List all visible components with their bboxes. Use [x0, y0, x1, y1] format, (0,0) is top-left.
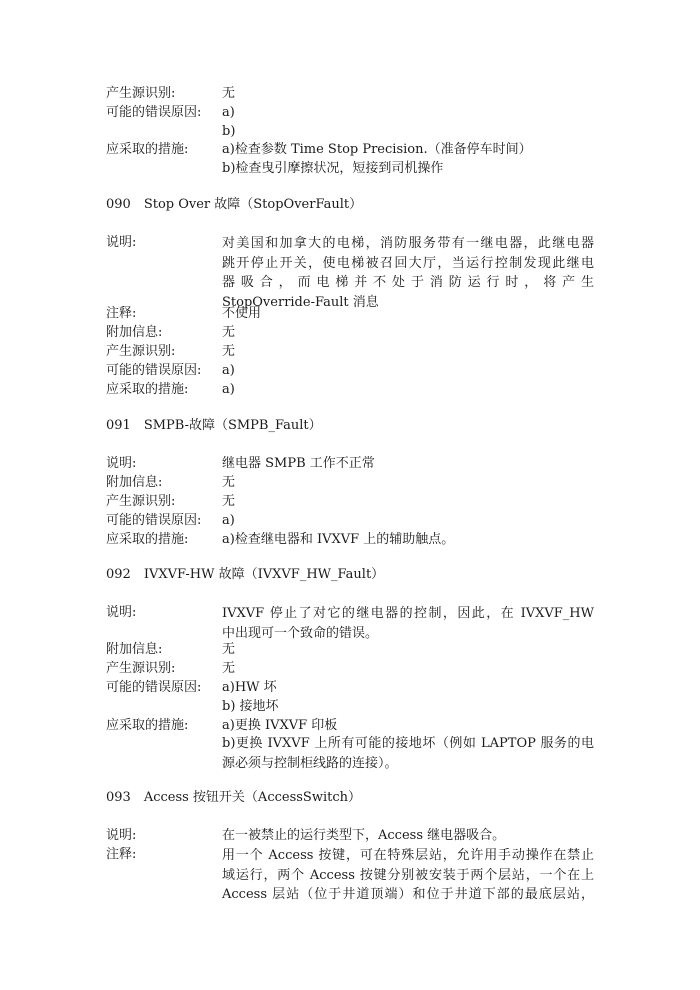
action-label-091: 应采取的措施:	[106, 532, 189, 547]
cause-b: b)	[222, 124, 236, 139]
note-093	[222, 846, 594, 905]
action-b: b)检查曳引摩擦状况，短接到司机操作	[222, 161, 444, 176]
desc-090	[222, 234, 594, 312]
desc-value-093: 在一被禁止的运行类型下，Access 继电器吸合。	[222, 828, 506, 843]
cause-label-091: 可能的错误原因:	[106, 513, 202, 528]
action-a: a)检查参数 Time Stop Precision.（准备停车时间）	[222, 142, 532, 157]
info-label-092: 附加信息:	[106, 642, 163, 657]
desc-092	[222, 604, 594, 643]
source-value-092: 无	[222, 661, 236, 676]
cause-a-091: a)	[222, 513, 235, 528]
action-a-092: a)更换 IVXVF 印板	[222, 718, 338, 733]
desc-092-line2: 中出现可一个致命的错误。	[222, 625, 379, 641]
action-label-090: 应采取的措施:	[106, 382, 189, 397]
source-label-090: 产生源识别:	[106, 344, 176, 359]
info-value-090: 无	[222, 325, 236, 340]
desc-090-line3: 器吸合，而电梯并不处于消防运行时，将产生	[222, 275, 594, 290]
action-label: 应采取的措施:	[106, 142, 189, 157]
desc-092-line1: IVXVF 停止了对它的继电器的控制，因此，在 IVXVF_HW	[222, 606, 594, 621]
action-b-092-line2: 源必须与控制柜线路的连接）。	[222, 755, 398, 771]
source-value-091: 无	[222, 494, 236, 509]
note-093-line2: 域运行，两个 Access 按键分别被安装于两个层站，一个在上	[222, 867, 594, 883]
info-label-091: 附加信息:	[106, 475, 163, 490]
cause-label-090: 可能的错误原因:	[106, 363, 202, 378]
desc-090-line1: 对美国和加拿大的电梯，消防服务带有一继电器，此继电器	[222, 236, 594, 251]
source-value: 无	[222, 86, 236, 101]
action-b-092-line1: b)更换 IVXVF 上所有可能的接地坏（例如 LAPTOP 服务的电	[222, 736, 594, 751]
desc-090-line4: StopOverride-Fault 消息	[222, 294, 379, 310]
cause-a-090: a)	[222, 363, 235, 378]
source-label-091: 产生源识别:	[106, 494, 176, 509]
action-b-092	[222, 734, 594, 773]
note-label-090: 注释:	[106, 306, 137, 321]
desc-label-092: 说明:	[106, 605, 137, 620]
source-label-092: 产生源识别:	[106, 661, 176, 676]
section-heading-093: 093 Access 按钮开关（AccessSwitch）	[106, 790, 361, 805]
note-093-line1: 用一个 Access 按键，可在特殊层站，允许用手动操作在禁止	[222, 848, 594, 863]
action-a-090: a)	[222, 382, 235, 397]
desc-label-091: 说明:	[106, 456, 137, 471]
desc-090-line2: 跳开停止开关，使电梯被召回大厅，当运行控制发现此继电	[222, 255, 594, 271]
note-label-093: 注释:	[106, 847, 137, 862]
note-093-line3: Access 层站（位于井道顶端）和位于井道下部的最底层站，	[222, 887, 594, 902]
desc-value-091: 继电器 SMPB 工作不正常	[222, 456, 375, 471]
cause-label: 可能的错误原因:	[106, 105, 202, 120]
info-value-092: 无	[222, 642, 236, 657]
section-heading-090: 090 Stop Over 故障（StopOverFault）	[106, 197, 363, 212]
cause-a-092: a)HW 坏	[222, 680, 277, 695]
section-heading-092: 092 IVXVF-HW 故障（IVXVF_HW_Fault）	[106, 567, 385, 582]
info-value-091: 无	[222, 475, 236, 490]
cause-b-092: b) 接地坏	[222, 699, 279, 714]
desc-label-090: 说明:	[106, 235, 137, 250]
info-label-090: 附加信息:	[106, 325, 163, 340]
source-label: 产生源识别:	[106, 86, 176, 101]
section-heading-091: 091 SMPB-故障（SMPB_Fault）	[106, 418, 322, 433]
cause-a: a)	[222, 105, 235, 120]
desc-label-093: 说明:	[106, 828, 137, 843]
cause-label-092: 可能的错误原因:	[106, 680, 202, 695]
action-label-092: 应采取的措施:	[106, 718, 189, 733]
source-value-090: 无	[222, 344, 236, 359]
note-value-090: 不使用	[222, 306, 262, 321]
action-a-091: a)检查继电器和 IVXVF 上的辅助触点。	[222, 532, 455, 547]
